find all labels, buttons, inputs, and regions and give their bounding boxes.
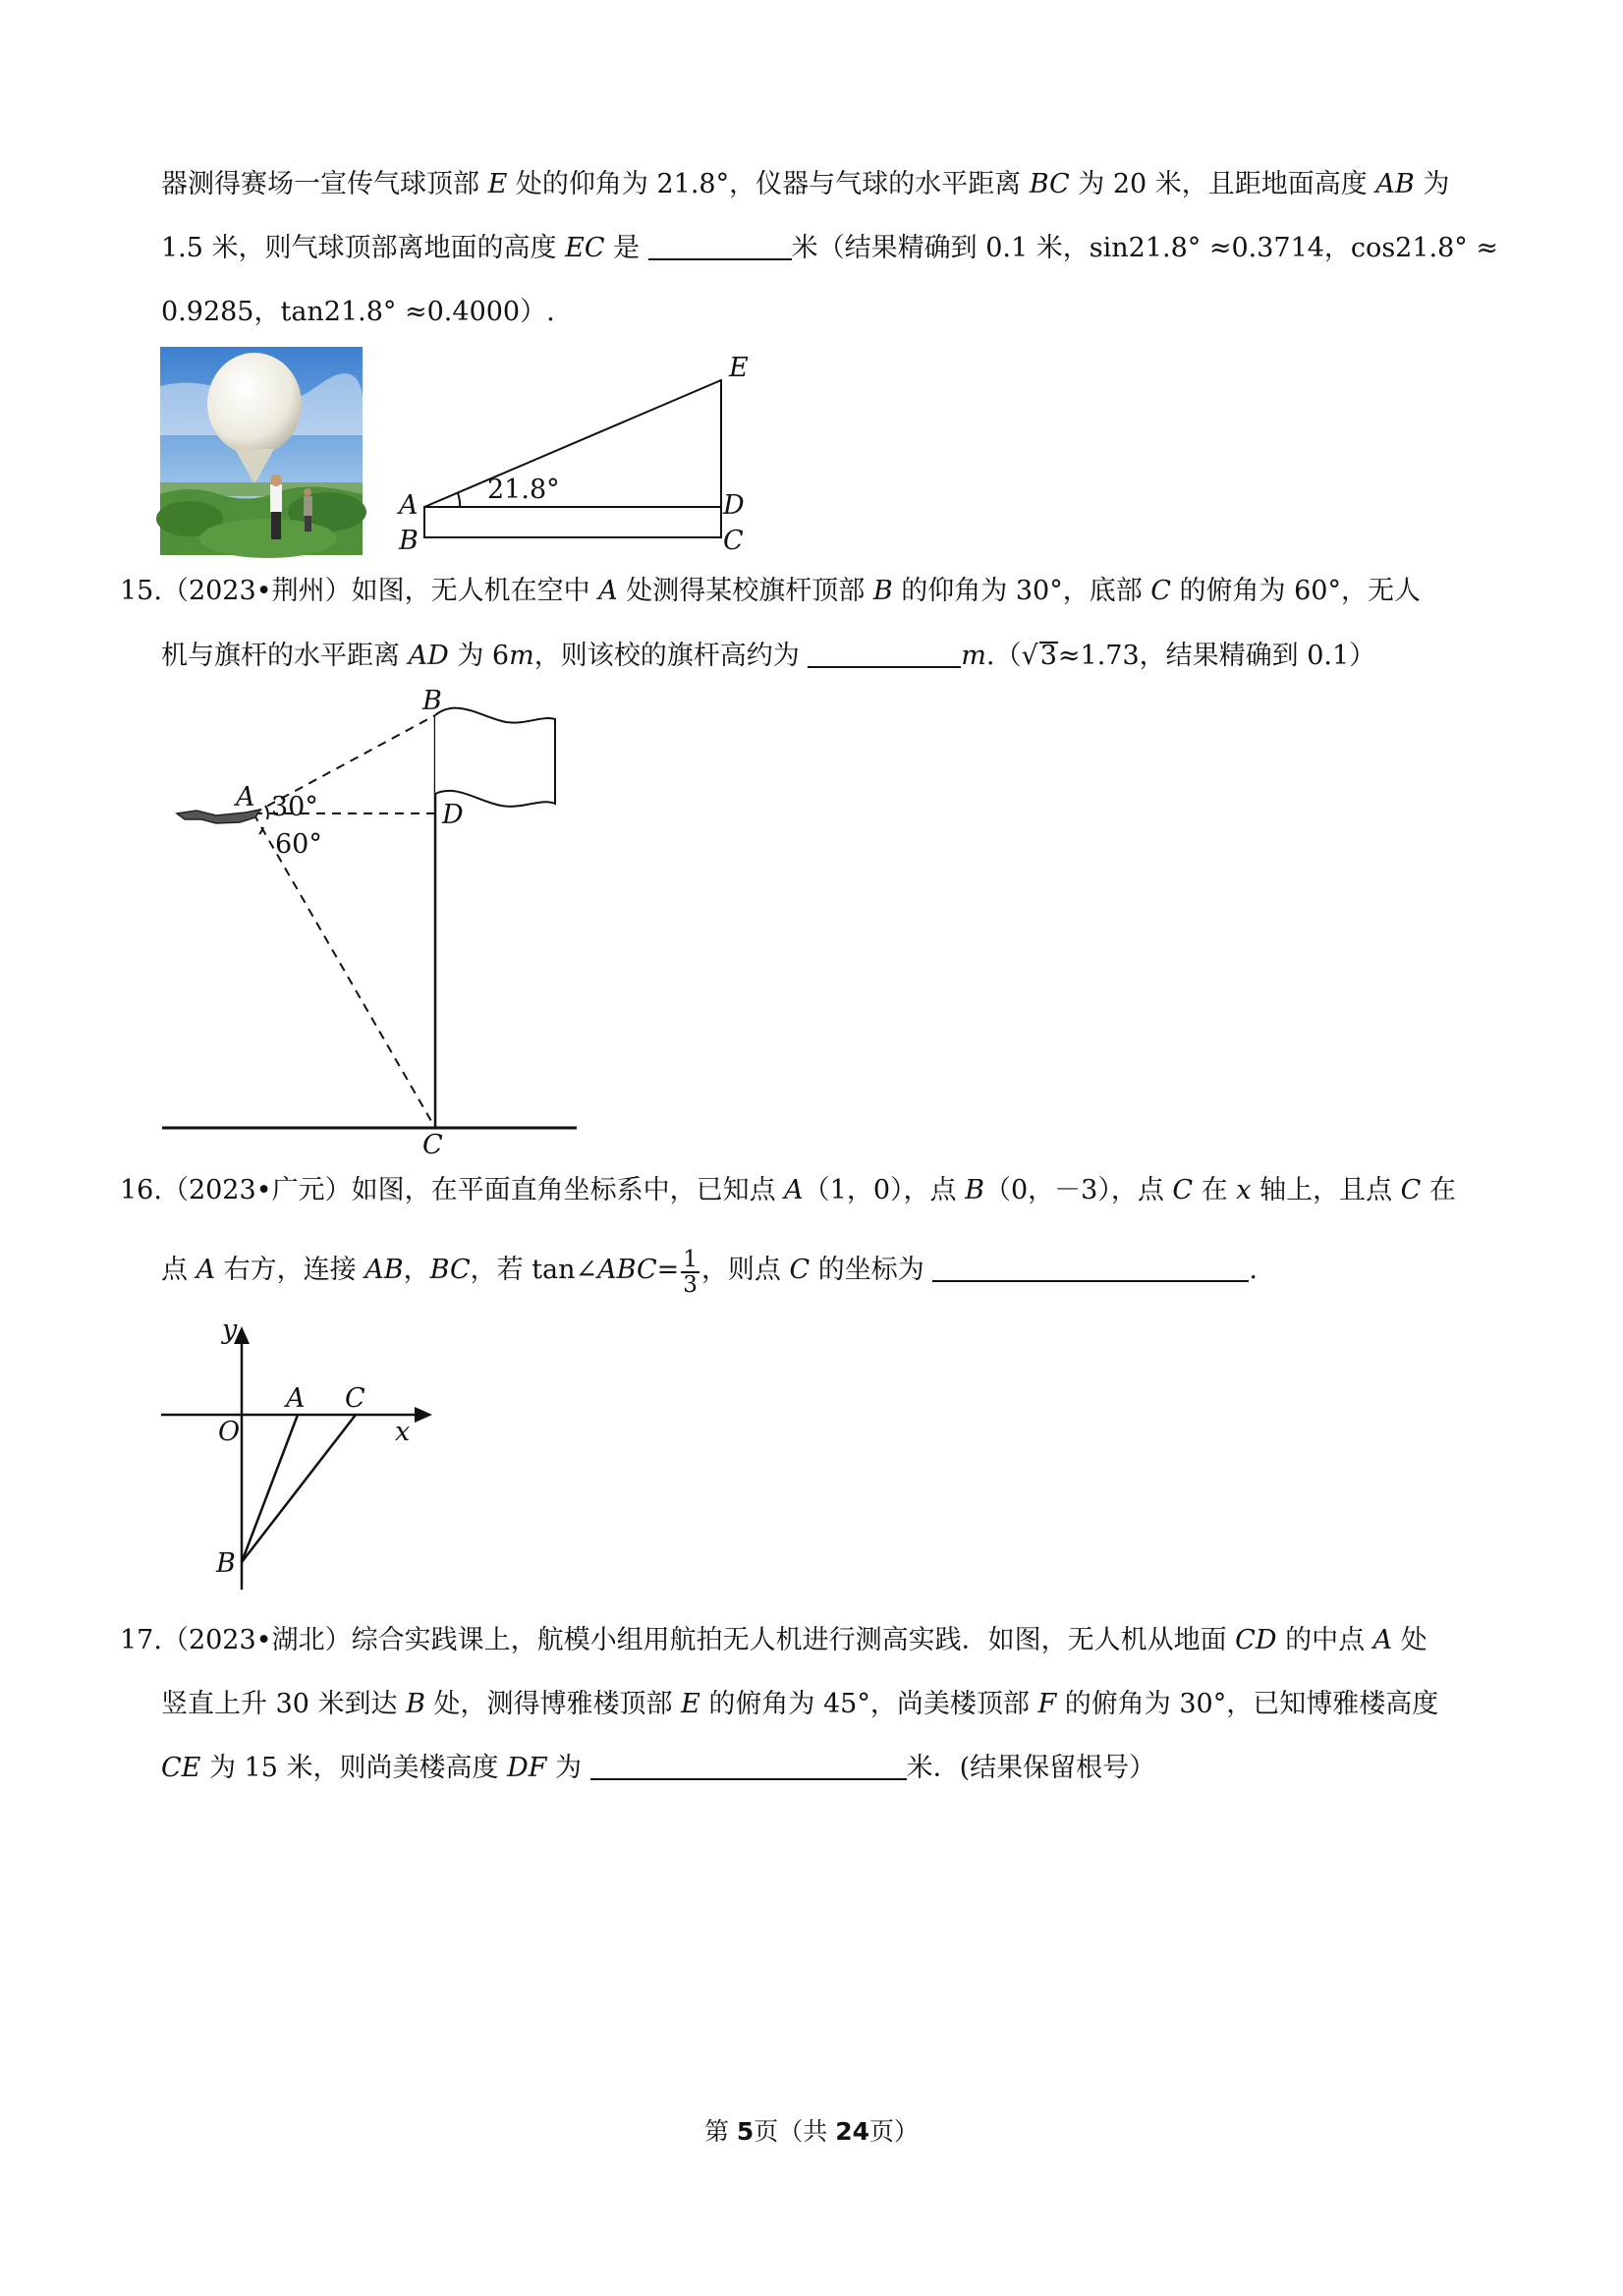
q14-label-angle: 21.8° <box>487 475 560 505</box>
q17-text-line-1: 17.（2023•湖北）综合实践课上，航模小组用航拍无人机进行测高实践．如图，无人机从地面 CD 的中点 A 处 <box>120 1625 1427 1655</box>
q14-text-line-3: 0.9285，tan21.8° ≈0.4000）. <box>161 297 555 327</box>
balloon-photo <box>160 347 363 555</box>
q14-text-line-2: 1.5 米，则气球顶部离地面的高度 EC 是 米（结果精确到 0.1 米，sin21.8° ≈0.3714，cos21.8° ≈ <box>161 233 1498 263</box>
q16-label-A: A <box>286 1383 306 1414</box>
q14-label-B: B <box>399 526 419 556</box>
q16-label-O: O <box>218 1417 241 1447</box>
q15-answer-blank[interactable] <box>808 641 961 668</box>
q17-answer-blank[interactable] <box>590 1753 907 1780</box>
q16-coordinate-diagram <box>157 1316 442 1601</box>
page-number: 5 <box>736 2117 755 2146</box>
q14-label-E: E <box>729 353 749 383</box>
q15-label-B: B <box>422 686 442 716</box>
q16-line-BC <box>242 1415 356 1562</box>
page-total: 24 <box>835 2117 870 2146</box>
q14-label-A: A <box>399 490 419 521</box>
q15-label-angle2: 60° <box>275 829 322 860</box>
q15-flag <box>435 708 555 807</box>
q16-label-C: C <box>345 1383 365 1414</box>
q16-label-B: B <box>216 1548 236 1579</box>
q14-triangle-diagram <box>393 354 766 560</box>
page-footer: 第 5页（共 24页） <box>703 2117 920 2146</box>
q14-label-D: D <box>723 490 745 521</box>
q15-text-line-2: 机与旗杆的水平距离 AD 为 6m，则该校的旗杆高约为 m.（√3≈1.73，结果精确到 0.1） <box>161 641 1376 671</box>
q15-line-AC <box>253 813 435 1128</box>
q14-angle-arc <box>458 493 460 507</box>
q15-label-angle1: 30° <box>271 792 318 822</box>
q16-text-line-1: 16.（2023•广元）如图，在平面直角坐标系中，已知点 A（1，0），点 B（0，－3），点 C 在 x 轴上，且点 C 在 <box>120 1175 1456 1205</box>
q15-text-line-1: 15.（2023•荆州）如图，无人机在空中 A 处测得某校旗杆顶部 B 的仰角为 30°，底部 C 的俯角为 60°，无人 <box>120 576 1421 606</box>
q15-label-D: D <box>442 800 464 830</box>
q16-text-line-2: 点 A 右方，连接 AB，BC，若 tan∠ABC= $\frac{1}{3}$ ，则点 C 的坐标为 . <box>161 1247 1258 1298</box>
q17-text-line-3: CE 为 15 米，则尚美楼高度 DF 为 米．(结果保留根号） <box>161 1753 1156 1783</box>
q16-answer-blank[interactable] <box>932 1255 1249 1282</box>
q15-flagpole-diagram <box>157 688 589 1159</box>
q14-triangle <box>424 380 721 507</box>
q17-text-line-2: 竖直上升 30 米到达 B 处，测得博雅楼顶部 E 的俯角为 45°，尚美楼顶部 F 的俯角为 30°，已知博雅楼高度 <box>161 1689 1439 1719</box>
q15-label-C: C <box>422 1130 443 1160</box>
q14-ground-rect <box>424 507 721 537</box>
q16-label-x: x <box>395 1417 411 1447</box>
q15-label-A: A <box>236 782 255 812</box>
q14-text-line-1: 器测得赛场一宣传气球顶部 E 处的仰角为 21.8°，仪器与气球的水平距离 BC 为 20 米，且距地面高度 AB 为 <box>161 169 1450 199</box>
q14-answer-blank[interactable] <box>648 233 792 260</box>
x-axis-arrow-icon <box>415 1407 432 1423</box>
q14-label-C: C <box>723 526 744 556</box>
q16-fraction: $\frac{1}{3}$ <box>683 1247 698 1298</box>
q16-label-y: y <box>222 1315 238 1345</box>
q16-line-AB <box>242 1415 298 1562</box>
